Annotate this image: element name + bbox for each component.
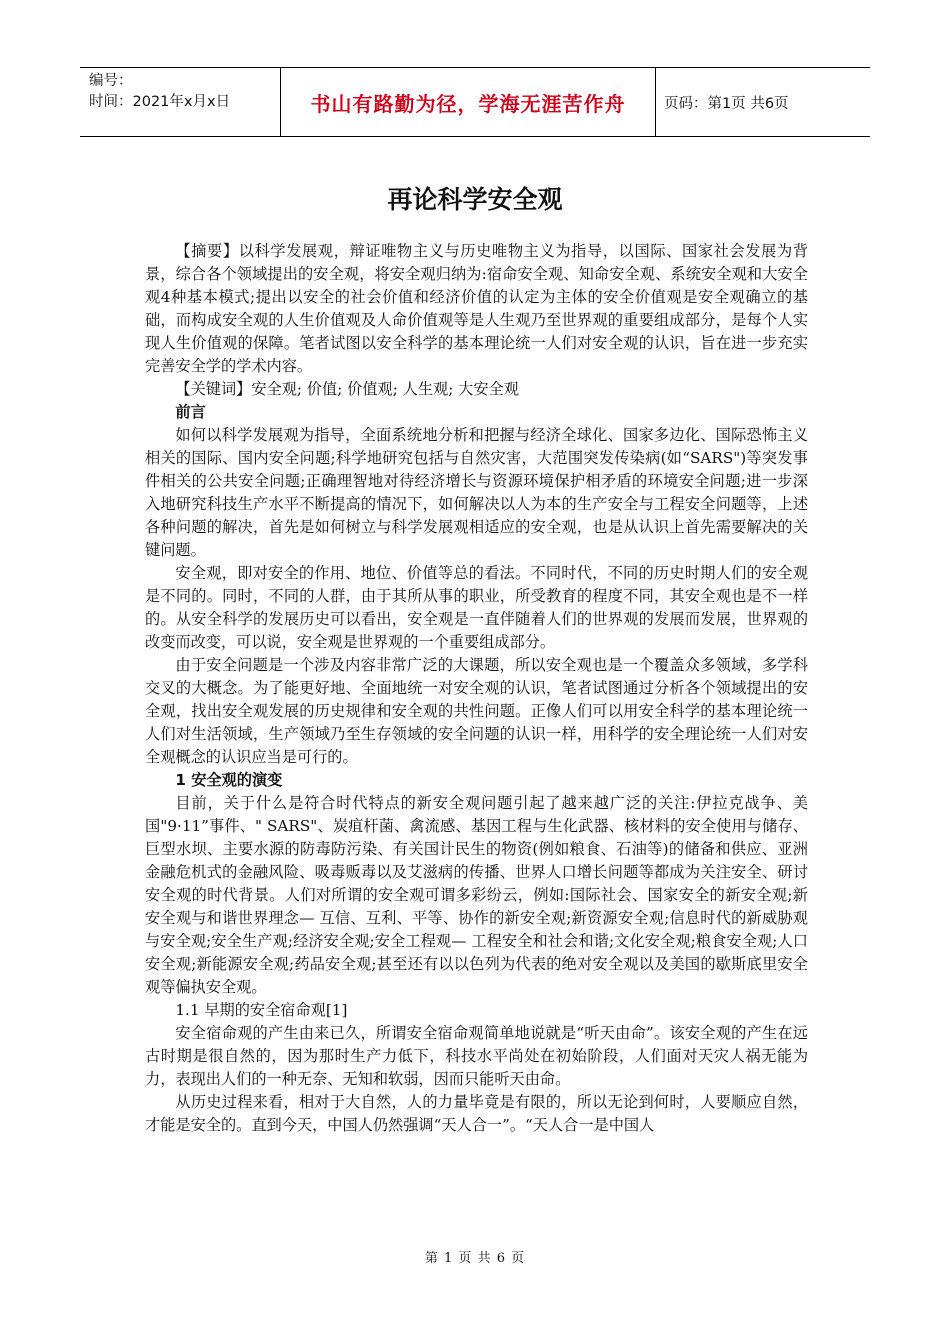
header-left-cell — [80, 68, 280, 136]
section-heading-preface: 前言 — [175, 403, 206, 421]
document-body — [145, 240, 808, 1137]
abstract-paragraph: 【摘要】以科学发展观，辩证唯物主义与历史唯物主义为指导，以国际、国家社会发展为背景，综合各个领域提出的安全观，将安全观归纳为:宿命安全观、知命安全观、系统安全观和大安全观4种基本模式;提出以安全的社会价值和经济价值的认定为主体的安全价值观是安全观确立的基础，而构成安全观的人生价值观及人命价值观等是人生观乃至世界观的重要组成部分，是每个人实现人生价值观的保障。笔者试图以安全科学的基本理论统一人们对安全观的认识，旨在进一步充实完善安全学的学术内容。 — [145, 242, 808, 375]
page-footer: 第 1 页 共 6 页 — [424, 1251, 526, 1266]
body-paragraph: 从历史过程来看，相对于大自然，人的力量毕竟是有限的，所以无论到何时，人要顺应自然，才能是安全的。直到今天，中国人仍然强调“天人合一”。“天人合一是中国人 — [145, 1093, 808, 1134]
body-paragraph: 安全宿命观的产生由来已久，所谓安全宿命观简单地说就是“听天由命”。该安全观的产生在远古时期是很自然的，因为那时生产力低下，科技水平尚处在初始阶段，人们面对天灾人祸无能为力，表现出人们的一种无奈、无知和软弱，因而只能听天由命。 — [145, 1024, 808, 1088]
document-title: 再论科学安全观 — [387, 185, 563, 214]
header-table — [80, 67, 870, 137]
body-paragraph: 如何以科学发展观为指导，全面系统地分析和把握与经济全球化、国家多边化、国际恐怖主义相关的国际、国内安全问题;科学地研究包括与自然灾害，大范围突发传染病(如“SARS")等突发事件相关的公共安全问题;正确理智地对待经济增长与资源环境保护相矛盾的环境安全问题;进一步深入地研究科技生产水平不断提高的情况下，如何解决以人为本的生产安全与工程安全问题等，上述各种问题的解决，首先是如何树立与科学发展观相适应的安全观，也是从认识上首先需要解决的关键问题。 — [145, 426, 808, 559]
body-paragraph: 由于安全问题是一个涉及内容非常广泛的大课题，所以安全观也是一个覆盖众多领域，多学科交叉的大概念。为了能更好地、全面地统一对安全观的认识，笔者试图通过分析各个领域提出的安全观，找出安全观发展的历史规律和安全观的共性问题。正像人们可以用安全科学的基本理论统一人们对生活领域，生产领域乃至生存领域的安全问题的认识一样，用科学的安全理论统一人们对安全观概念的认识应当是可行的。 — [145, 656, 808, 766]
header-motto: 书山有路勤为径，学海无涯苦作舟 — [280, 68, 656, 136]
header-page-info: 页码：第1页 共6页 — [664, 95, 789, 112]
body-paragraph: 安全观，即对安全的作用、地位、价值等总的看法。不同时代，不同的历史时期人们的安全观是不同的。同时，不同的人群，由于其所从事的职业，所受教育的程度不同，其安全观也是不一样的。从安全科学的发展历史可以看出，安全观是一直伴随着人们的世界观的发展而发展，世界观的改变而改变，可以说，安全观是世界观的一个重要组成部分。 — [145, 564, 808, 651]
body-paragraph: 目前，关于什么是符合时代特点的新安全观问题引起了越来越广泛的关注:伊拉克战争、美国"9·11”事件、" SARS"、炭疽杆菌、禽流感、基因工程与生化武器、核材料的安全使用与储存、巨型水坝、主要水源的防毒防污染、有关国计民生的物资(例如粮食、石油等)的储备和供应、亚洲金融危机式的金融风险、吸毒贩毒以及艾滋病的传播、世界人口增长问题等都成为关注安全、研讨安全观的时代背景。人们对所谓的安全观可谓多彩纷云，例如:国际社会、国家安全的新安全观;新安全观与和谐世界理念— 互信、互利、平等、协作的新安全观;新资源安全观;信息时代的新威胁观与安全观;安全生产观;经济安全观;安全工程观— 工程安全和社会和谐;文化安全观;粮食安全观;人口安全观;新能源安全观;药品安全观;甚至还有以以色列为代表的绝对安全观以及美国的歇斯底里安全观等偏执安全观。 — [145, 794, 808, 996]
keywords-paragraph: 【关键词】安全观; 价值; 价值观; 人生观; 大安全观 — [175, 380, 519, 398]
section-heading-1: 1 安全观的演变 — [175, 771, 283, 789]
subsection-heading-1-1: 1.1 早期的安全宿命观[1] — [175, 1001, 348, 1019]
document-number-label: 编号： — [89, 73, 133, 89]
document-date-label: 时间：2021年x月x日 — [89, 94, 231, 110]
